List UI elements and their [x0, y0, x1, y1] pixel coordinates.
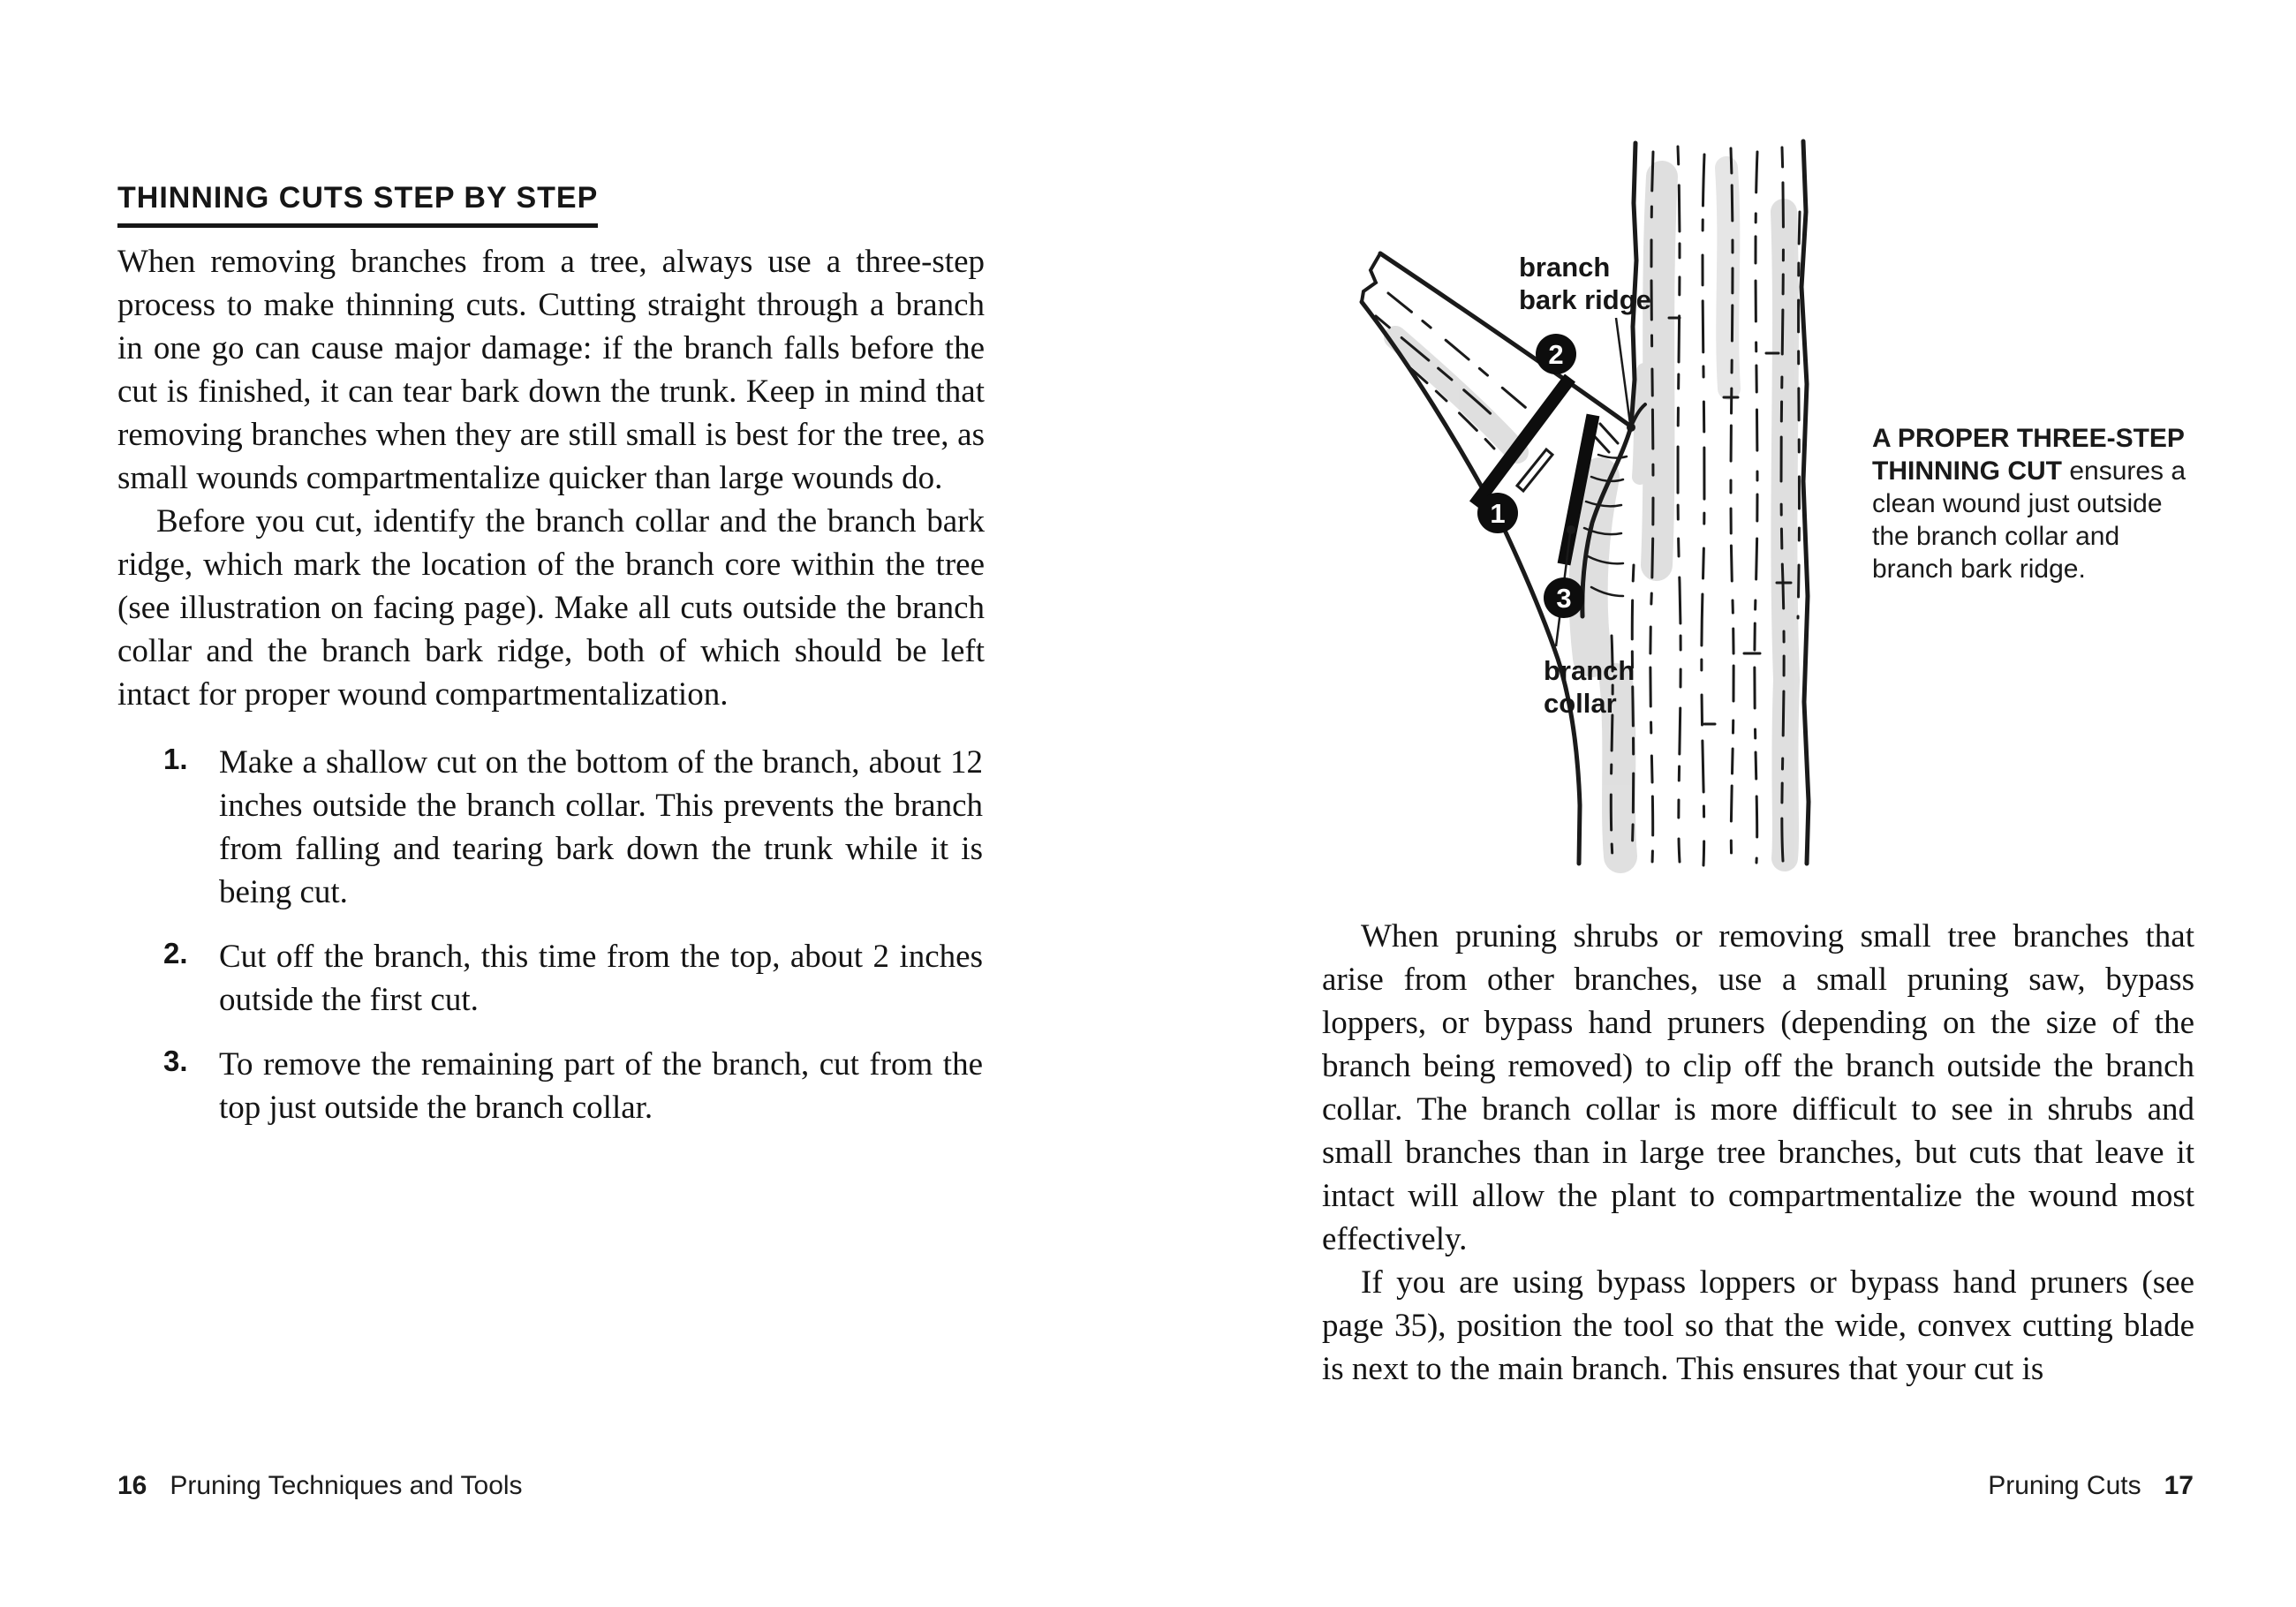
label-branch-collar-line2: collar: [1544, 688, 1617, 719]
figure-caption: [1872, 422, 2192, 585]
thinning-cut-figure: [1325, 106, 1943, 901]
list-item: [117, 1043, 985, 1129]
label-branch-collar-line1: branch: [1544, 655, 1635, 686]
step-marker-2: [1536, 334, 1576, 374]
step-marker-1: [1477, 493, 1518, 533]
leader-dot-collar: [1567, 525, 1575, 534]
step-text: Cut off the branch, this time from the top, about 2 inches outside the first cut.: [219, 939, 983, 1018]
list-item: [117, 935, 985, 1022]
left-paragraph-1: When removing branches from a tree, always use a three-step process to make thinning cuts. Cutting straight through a branch in one go can cause major damage: if the branch falls before the cut is finished, it can tear bark down the trunk. Keep in mind that removing branches when they are still small is best for the tree, as small wounds compartmentalize quicker than large wounds do.: [117, 244, 985, 496]
leader-dot-bark-ridge: [1627, 423, 1635, 432]
step-text: Make a shallow cut on the bottom of the branch, about 12 inches outside the branch collar. This prevents the branch from falling and tearing bark down the trunk while it is being cut.: [219, 744, 983, 910]
right-paragraph-2: If you are using bypass loppers or bypass hand pruners (see page 35), position the tool so that the wide, convex cutting blade is next to the main branch. This ensures that your cut is: [1322, 1264, 2194, 1387]
running-title-left: Pruning Techniques and Tools: [170, 1471, 523, 1500]
left-paragraph-2: Before you cut, identify the branch collar and the branch bark ridge, which mark the location of the branch core within the tree (see illustration on facing page). Make all cuts outside the branch collar and the branch bark ridge, both of which should be left intact for proper wound compartmentalization.: [117, 503, 985, 713]
svg-text:1: 1: [1490, 498, 1506, 529]
step-marker-3: [1544, 577, 1584, 618]
label-branch-bark-ridge-line2: bark ridge: [1519, 284, 1651, 315]
right-paragraph-1: When pruning shrubs or removing small tree branches that arise from other branches, use a small pruning saw, bypass loppers, or bypass hand pruners (depending on the size of the branch being removed) to clip off the branch outside the branch collar. The branch collar is more difficult to see in shrubs and small branches than in large tree branches, but cuts that leave it intact will allow the plant to compartmentalize the wound most effectively.: [1322, 918, 2194, 1257]
label-branch-bark-ridge-line1: branch: [1519, 252, 1611, 283]
svg-text:3: 3: [1556, 583, 1572, 614]
page-number-right: 17: [2164, 1471, 2194, 1500]
numbered-steps-list: [117, 741, 985, 1129]
step-number: 3.: [163, 1045, 188, 1077]
step-number: 2.: [163, 937, 188, 969]
section-heading: THINNING CUTS STEP BY STEP: [117, 181, 598, 228]
page-number-left: 16: [117, 1471, 147, 1500]
right-page-footer: [1988, 1471, 2194, 1501]
right-page-column: [1322, 915, 2194, 1391]
figure-caption-lead: A PROPER THREE-STEP THINNING CUT: [1872, 424, 2185, 486]
figure-caption-rest: ensures a clean wound just outside the branch collar and branch bark ridge.: [1872, 456, 2186, 584]
step-number: 1.: [163, 743, 188, 775]
left-page-footer: [117, 1471, 523, 1501]
step-text: To remove the remaining part of the branch, cut from the top just outside the branch collar.: [219, 1046, 983, 1126]
svg-text:2: 2: [1548, 339, 1564, 370]
left-page-column: [117, 181, 985, 1151]
running-title-right: Pruning Cuts: [1988, 1471, 2141, 1500]
list-item: [117, 741, 985, 914]
